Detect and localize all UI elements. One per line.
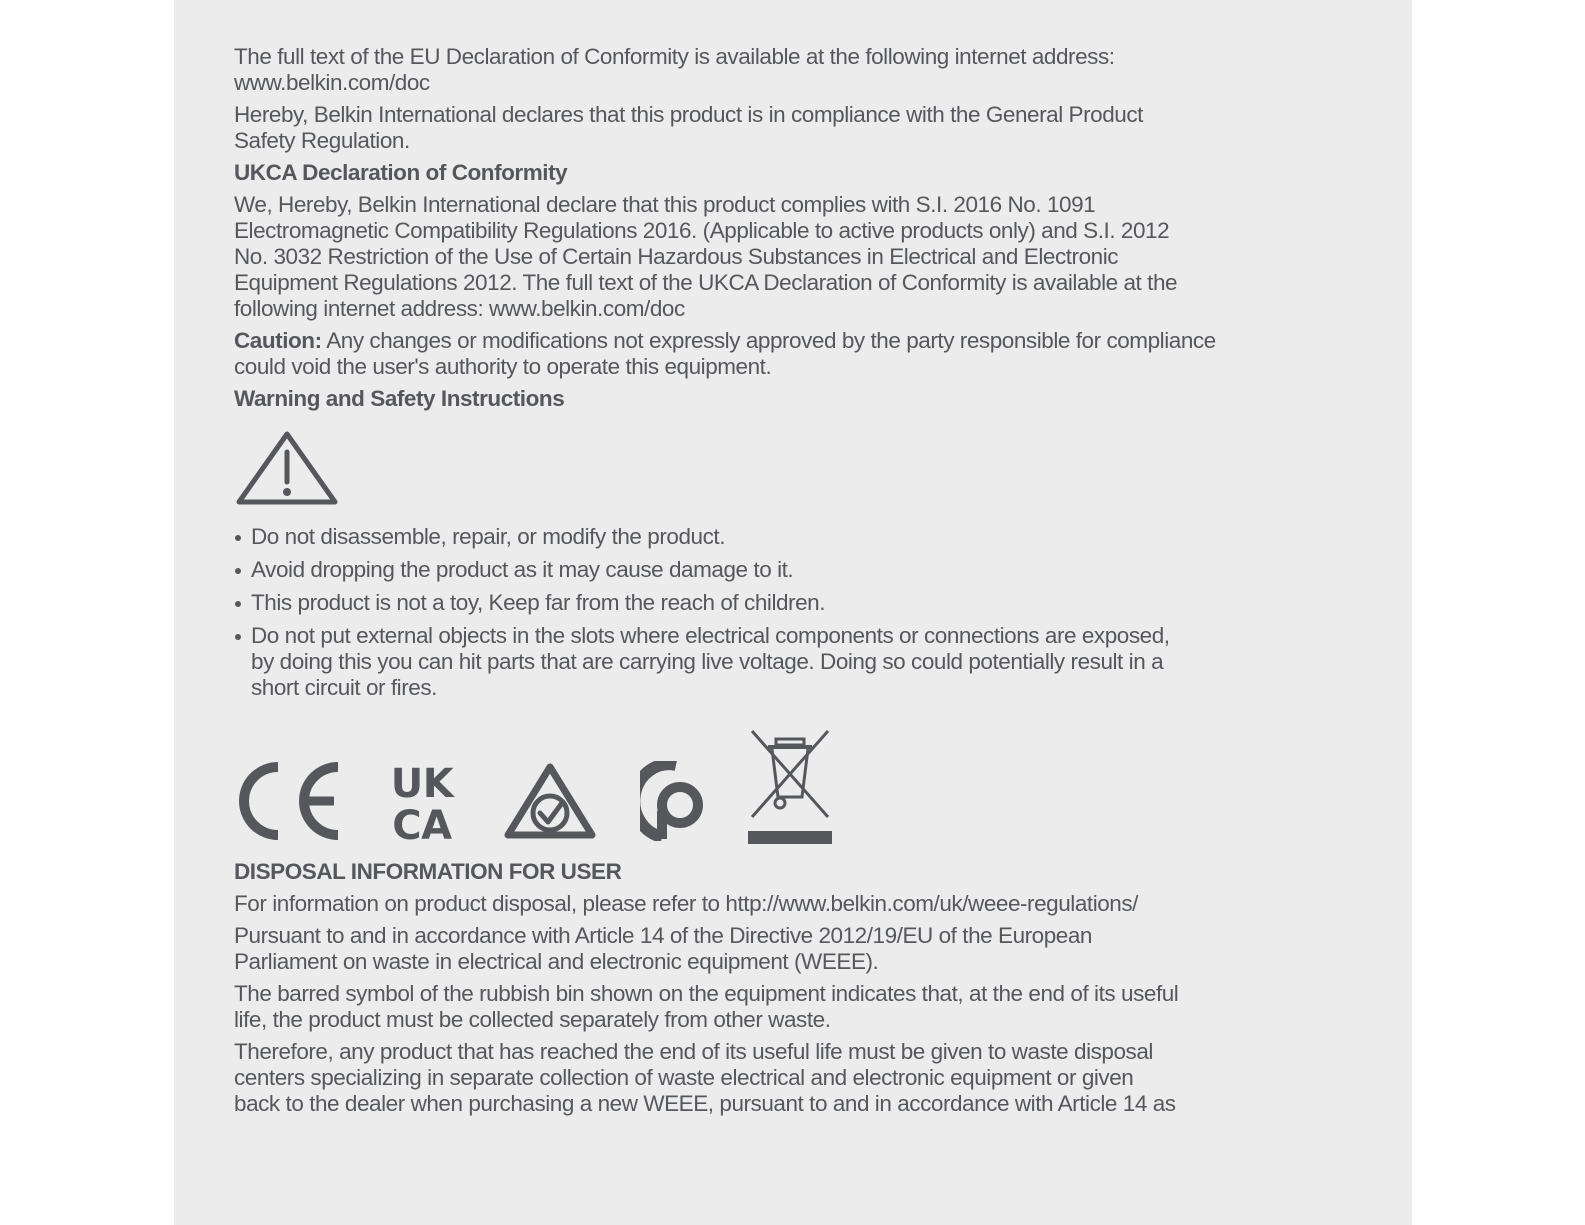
document-content	[234, 44, 1359, 1123]
bullet-icon	[235, 634, 241, 640]
gpsr-compliance-text: Hereby, Belkin International declares that this product is in compliance with the General Product Safety Regulation.	[234, 102, 1143, 153]
ce-mark-icon	[234, 761, 346, 841]
disposal-paragraph: Therefore, any product that has reached the end of its useful life must be given to waste disposal centers specializing in separate collection of waste electrical and electronic equipment or given back to the dealer when purchasing a new WEEE, pursuant to and in accordance with Article 14 as	[234, 1039, 1176, 1116]
caution-paragraph	[234, 328, 1359, 380]
rcm-mark-icon	[502, 761, 598, 841]
bullet-icon	[235, 568, 241, 574]
ukca-mark-bottom: CA	[392, 803, 452, 841]
caution-text: Any changes or modifications not expressly approved by the party responsible for compliance could void the user's authority to operate this equipment.	[234, 328, 1216, 379]
disposal-paragraph: Pursuant to and in accordance with Article 14 of the Directive 2012/19/EU of the European Parliament on waste in electrical and electronic equipment (WEEE).	[234, 923, 1092, 974]
disposal-paragraph: For information on product disposal, please refer to http://www.belkin.com/uk/weee-regulations/	[234, 891, 1138, 916]
ukca-heading: UKCA Declaration of Conformity	[234, 160, 568, 185]
ukca-mark-top: UK	[390, 761, 454, 807]
warning-triangle-icon	[234, 428, 340, 508]
bullet-icon	[235, 601, 241, 607]
warning-item: Do not disassemble, repair, or modify the product.	[234, 524, 1359, 550]
bullet-icon	[235, 535, 241, 541]
weee-crossed-bin-icon	[746, 727, 834, 849]
warning-item: Avoid dropping the product as it may cause damage to it.	[234, 557, 1359, 583]
document-sheet	[174, 0, 1412, 1225]
certification-marks	[234, 727, 1359, 849]
eu-declaration-text: The full text of the EU Declaration of Conformity is available at the following internet address: www.belkin.com/doc	[234, 44, 1115, 95]
warning-heading: Warning and Safety Instructions	[234, 386, 565, 411]
caution-label: Caution:	[234, 328, 322, 353]
disposal-paragraph: The barred symbol of the rubbish bin shown on the equipment indicates that, at the end of its useful life, the product must be collected separately from other waste.	[234, 981, 1179, 1032]
warning-item: Do not put external objects in the slots where electrical components or connections are exposed, by doing this you can hit parts that are carrying live voltage. Doing so could potentially result in a short circuit or fires.	[234, 623, 1359, 701]
warning-item: This product is not a toy, Keep far from the reach of children.	[234, 590, 1359, 616]
ukca-mark-icon	[382, 761, 462, 841]
warning-list	[234, 524, 1359, 701]
disposal-heading: DISPOSAL INFORMATION FOR USER	[234, 859, 622, 884]
cp-mark-icon	[640, 761, 706, 841]
ukca-declaration-text: We, Hereby, Belkin International declare that this product complies with S.I. 2016 No. 1091 Electromagnetic Compatibility Regulations 2016. (Applicable to active products only) and S.I. 2012 No. 3032 Restriction of the Use of Certain Hazardous Substances in Electrical and Electronic Equipment Regulations 2012. The full text of the UKCA Declaration of Conformity is available at the following internet address: www.belkin.com/doc	[234, 192, 1178, 321]
